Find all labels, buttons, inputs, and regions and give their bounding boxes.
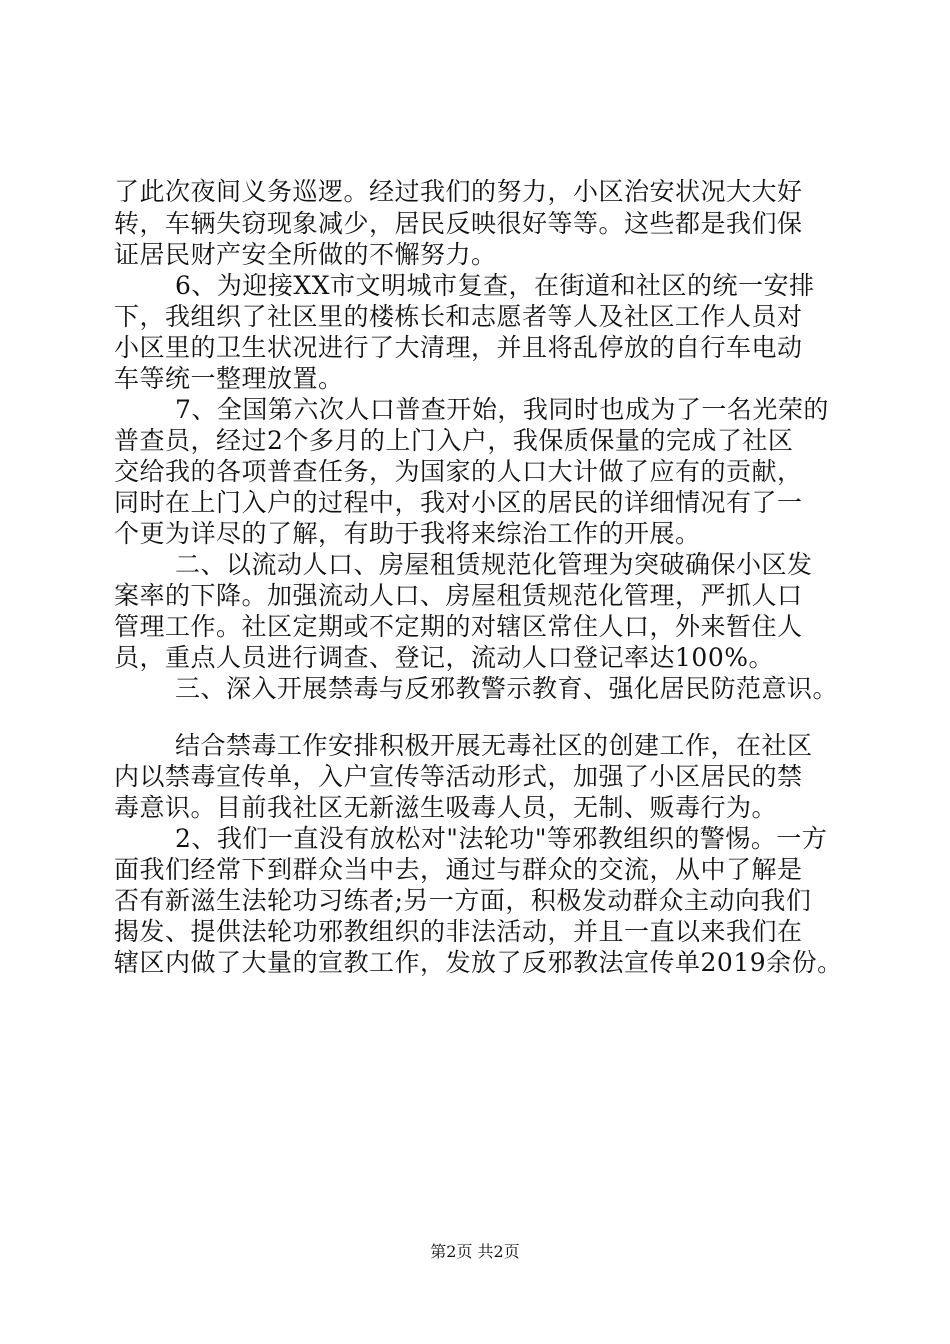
text-line: 小区里的卫生状况进行了大清理，并且将乱停放的自行车电动: [114, 333, 803, 362]
text-line: 7、全国第六次人口普查开始，我同时也成为了一名光荣的: [175, 395, 829, 424]
text-line: 否有新滋生法轮功习练者;另一方面，积极发动群众主动向我们: [114, 886, 812, 915]
text-line: 二、以流动人口、房屋租赁规范化管理为突破确保小区发: [175, 550, 813, 579]
text-line: 毒意识。目前我社区无新滋生吸毒人员，无制、贩毒行为。: [114, 793, 778, 822]
text-line: 员，重点人员进行调查、登记，流动人口登记率达100%。: [114, 643, 774, 672]
text-line: 车等统一整理放置。: [114, 364, 344, 393]
text-line: 揭发、提供法轮功邪教组织的非法活动，并且一直以来我们在: [114, 917, 803, 946]
text-line: 同时在上门入户的过程中，我对小区的居民的详细情况有了一: [114, 488, 803, 517]
text-line: 三、深入开展禁毒与反邪教警示教育、强化居民防范意识。: [175, 674, 839, 703]
text-line: 下，我组织了社区里的楼栋长和志愿者等人及社区工作人员对: [114, 302, 803, 331]
text-line: 个更为详尽的了解，有助于我将来综治工作的开展。: [114, 519, 701, 548]
page-number-footer: 第2页 共2页: [430, 1242, 520, 1261]
text-line: 案率的下降。加强流动人口、房屋租赁规范化管理，严抓人口: [114, 581, 803, 610]
text-line: 2、我们一直没有放松对"法轮功"等邪教组织的警惕。一方: [175, 824, 828, 853]
text-line: 结合禁毒工作安排积极开展无毒社区的创建工作，在社区: [175, 731, 813, 760]
text-line: 了此次夜间义务巡逻。经过我们的努力，小区治安状况大大好: [114, 177, 803, 206]
text-line: 证居民财产安全所做的不懈努力。: [114, 240, 497, 269]
text-line: 辖区内做了大量的宣教工作，发放了反邪教法宣传单2019余份。: [114, 948, 843, 977]
text-line: 6、为迎接XX市文明城市复查，在街道和社区的统一安排: [175, 271, 815, 300]
text-line: 管理工作。社区定期或不定期的对辖区常住人口，外来暂住人: [114, 612, 803, 641]
text-line: 交给我的各项普查任务，为国家的人口大计做了应有的贡献，: [114, 457, 803, 486]
text-line: 转，车辆失窃现象减少，居民反映很好等等。这些都是我们保: [114, 209, 803, 238]
text-line: 内以禁毒宣传单，入户宣传等活动形式，加强了小区居民的禁: [114, 762, 803, 791]
text-line: 普查员，经过2个多月的上门入户，我保质保量的完成了社区: [114, 426, 794, 455]
text-line: 面我们经常下到群众当中去，通过与群众的交流，从中了解是: [114, 855, 803, 884]
